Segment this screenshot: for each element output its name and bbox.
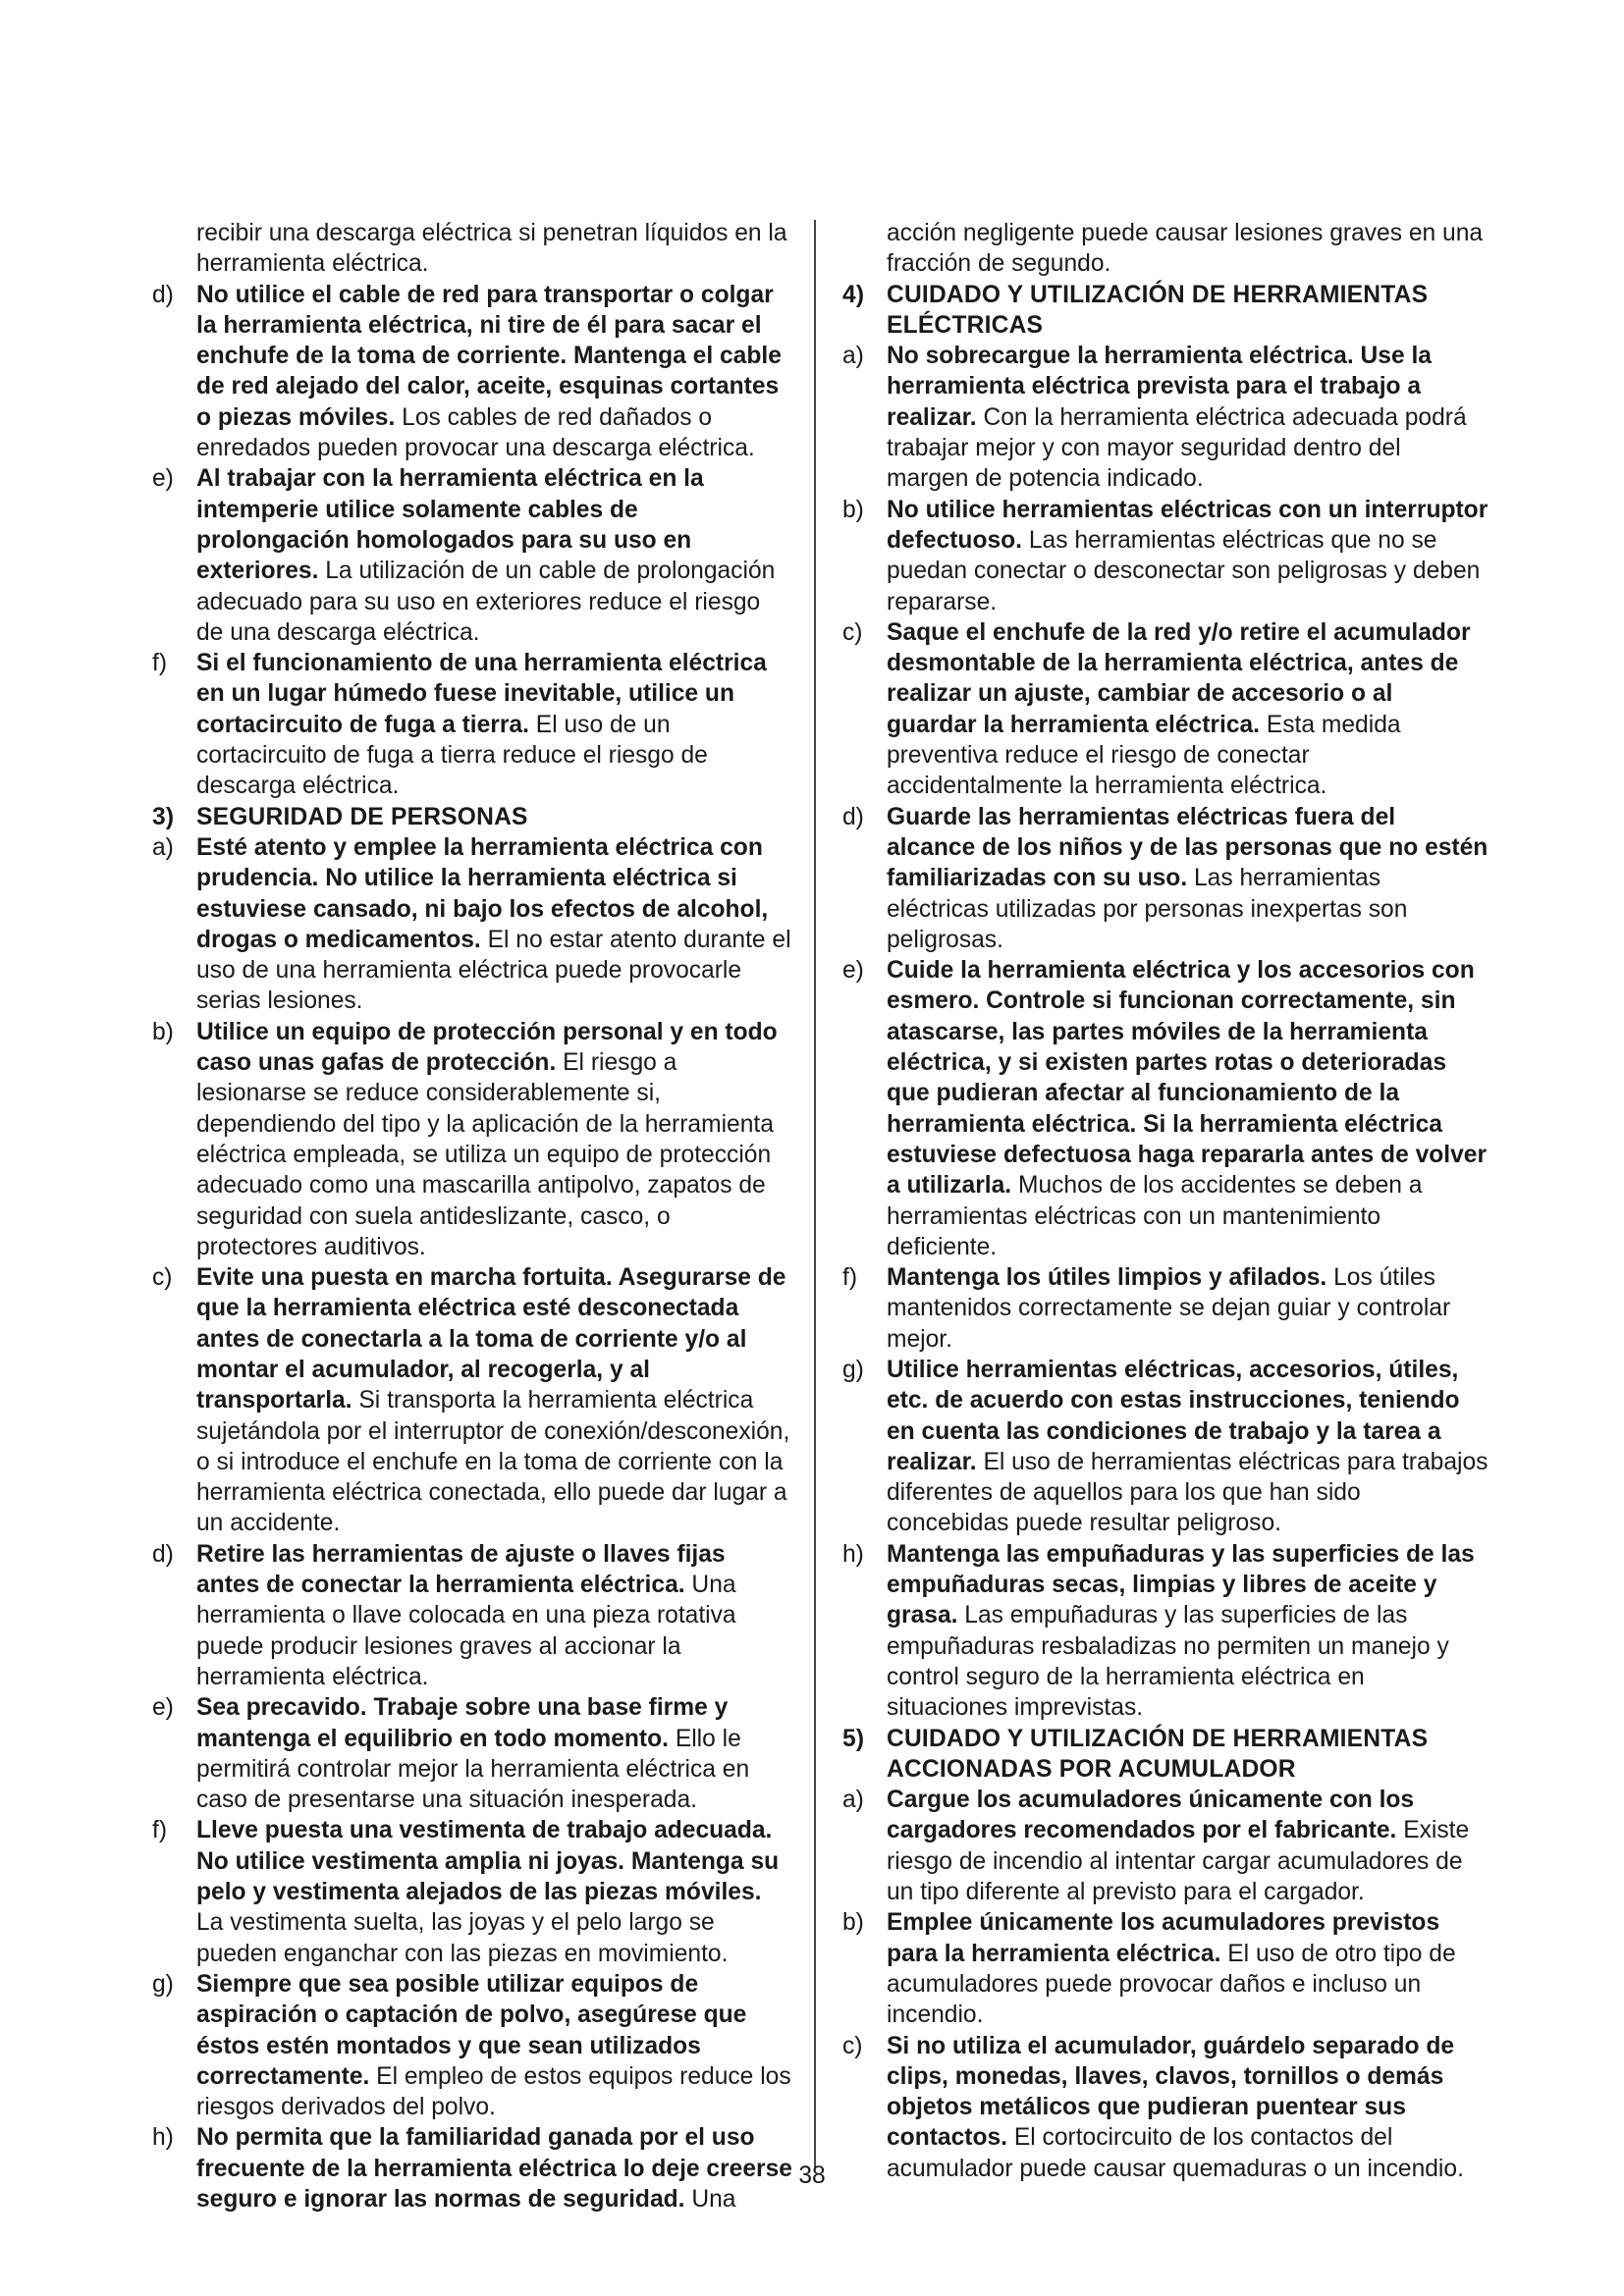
item-text: Las herramientas eléctricas que no se puedan conectar o desconectar son peligrosas y deben repararse. (887, 526, 1481, 615)
item-bold-text: Siempre que sea posible utilizar equipos de aspiración o captación de polvo, asegúrese que éstos estén montados y que sean utilizados correctamente. (196, 1970, 747, 2090)
item-label: 3) (152, 803, 175, 830)
list-item (145, 1815, 793, 1968)
left-column (145, 218, 793, 2215)
right-column (836, 218, 1489, 2184)
item-text: El no estar atento durante el uso de una herramienta eléctrica puede provocarle serias lesiones. (196, 926, 791, 1015)
item-label: d) (152, 281, 174, 308)
item-label: c) (842, 2032, 863, 2059)
item-label: e) (152, 465, 174, 493)
item-text: Si transporta la herramienta eléctrica sujetándola por el interruptor de conexión/desconexión, o si introduce el enchufe en la toma de corriente con la herramienta eléctrica conectada, ello puede dar lugar a un accidente. (196, 1387, 790, 1537)
list-item (145, 1539, 793, 1692)
list-item (145, 463, 793, 648)
list-item (836, 1539, 1489, 1724)
item-text: El uso de herramientas eléctricas para trabajos diferentes de aquellos para los que han sido concebidas puede resultar peligroso. (887, 1448, 1489, 1537)
item-bold-text: No utilice el cable de red para transportar o colgar la herramienta eléctrica, ni tire de él para sacar el enchufe de la toma de corriente. Mantenga el cable de red alejado del calor, aceite, esquinas cortantes o piezas móviles. (196, 281, 782, 431)
item-bold-text: Utilice herramientas eléctricas, accesorios, útiles, etc. de acuerdo con estas instrucciones, teniendo en cuenta las condiciones de trabajo y la tarea a realizar. (887, 1356, 1460, 1475)
item-label: b) (842, 496, 864, 523)
list-item (836, 802, 1489, 955)
item-text: acción negligente puede causar lesiones graves en una fracción de segundo. (887, 220, 1484, 278)
item-label: a) (842, 343, 864, 370)
item-bold-text: Saque el enchufe de la red y/o retire el acumulador desmontable de la herramienta eléctrica, antes de realizar un ajuste, cambiar de accesorio o al guardar la herramienta eléctrica. (887, 618, 1471, 738)
item-bold-text: Si no utiliza el acumulador, guárdelo separado de clips, monedas, llaves, clavos, tornillos o demás objetos metálicos que pudieran puentear sus contactos. (887, 2032, 1455, 2152)
list-item (836, 1907, 1489, 2030)
item-text: Muchos de los accidentes se deben a herramientas eléctricas con un mantenimiento deficiente. (887, 1172, 1423, 1260)
list-item (836, 955, 1489, 1262)
item-text: Los útiles mantenidos correctamente se dejan guiar y controlar mejor. (887, 1264, 1451, 1353)
item-bold-text: Utilice un equipo de protección personal y en todo caso unas gafas de protección. (196, 1018, 778, 1077)
item-bold-text: No sobrecargue la herramienta eléctrica. Use la herramienta eléctrica prevista para el trabajo a realizar. (887, 343, 1432, 431)
item-label: g) (152, 1970, 174, 1998)
list-item (836, 495, 1489, 617)
item-bold-text: CUIDADO Y UTILIZACIÓN DE HERRAMIENTAS ACCIONADAS POR ACUMULADOR (887, 1725, 1429, 1783)
list-item (836, 617, 1489, 802)
list-item (836, 1262, 1489, 1355)
item-label: d) (842, 803, 864, 830)
item-bold-text: Cuide la herramienta eléctrica y los accesorios con esmero. Controle si funcionan correctamente, sin atascarse, las partes móviles de la herramienta eléctrica, y si existen partes rotas o deterioradas que pudieran afectar al funcionamiento de la herramienta eléctrica. Si la herramienta eléctrica estuviese defectuosa haga repararla antes de volver a utilizarla. (887, 957, 1488, 1200)
item-label: b) (152, 1018, 174, 1045)
item-text: El uso de un cortacircuito de fuga a tierra reduce el riesgo de descarga eléctrica. (196, 711, 708, 800)
item-text: Las herramientas eléctricas utilizadas por personas inexpertas son peligrosas. (887, 865, 1408, 953)
item-label: f) (152, 650, 168, 677)
item-bold-text: Mantenga los útiles limpios y afilados. (887, 1264, 1327, 1292)
item-bold-text: CUIDADO Y UTILIZACIÓN DE HERRAMIENTAS ELÉCTRICAS (887, 281, 1429, 339)
item-label: c) (152, 1264, 173, 1292)
item-bold-text: Esté atento y emplee la herramienta eléctrica con prudencia. No utilice la herramienta eléctrica si estuviese cansado, ni bajo los efectos de alcohol, drogas o medicamentos. (196, 833, 769, 953)
item-bold-text: Al trabajar con la herramienta eléctrica en la intemperie utilice solamente cables de prolongación homologados para su uso en exteriores. (196, 465, 704, 585)
list-item (145, 1262, 793, 1539)
list-item (145, 832, 793, 1017)
list-item (145, 280, 793, 464)
item-text: Con la herramienta eléctrica adecuada podrá trabajar mejor y con mayor seguridad dentro del margen de potencia indicado. (887, 403, 1467, 493)
list-item (145, 1969, 793, 2122)
item-text: El cortocircuito de los contactos del acumulador puede causar quemaduras o un incendio. (887, 2124, 1464, 2182)
list-item (145, 218, 793, 280)
item-bold-text: No utilice herramientas eléctricas con un interruptor defectuoso. (887, 496, 1489, 554)
column-divider (814, 220, 816, 2168)
item-label: a) (152, 833, 174, 861)
list-item (836, 341, 1489, 494)
item-bold-text: Mantenga las empuñaduras y las superficies de las empuñaduras secas, limpias y libres de aceite y grasa. (887, 1540, 1475, 1629)
item-label: b) (842, 1909, 864, 1937)
item-text: La utilización de un cable de prolongación adecuado para su uso en exteriores reduce el riesgo de una descarga eléctrica. (196, 558, 776, 646)
list-item (145, 648, 793, 801)
item-bold-text: Cargue los acumuladores únicamente con los cargadores recomendados por el fabricante. (887, 1787, 1415, 1844)
item-text: Una herramienta o llave colocada en una pieza rotativa puede producir lesiones graves al accionar la herramienta eléctrica. (196, 1572, 736, 1690)
item-label: f) (152, 1817, 168, 1844)
item-bold-text: Lleve puesta una vestimenta de trabajo adecuada. No utilice vestimenta amplia ni joyas. Mantenga su pelo y vestimenta alejados de las piezas móviles. (196, 1817, 780, 1906)
item-text: La vestimenta suelta, las joyas y el pelo largo se pueden enganchar con las piezas en movimiento. (196, 1909, 729, 1967)
item-label: d) (152, 1540, 174, 1568)
item-label: e) (842, 957, 864, 985)
item-label: c) (842, 618, 863, 646)
list-item (145, 1017, 793, 1262)
item-bold-text: No permita que la familiaridad ganada por el uso frecuente de la herramienta eléctrica lo deje creerse seguro e ignorar las normas de seguridad. (196, 2124, 792, 2213)
item-text: El riesgo a lesionarse se reduce considerablemente si, dependiendo del tipo y la aplicación de la herramienta eléctrica empleada, se utiliza un equipo de protección adecuado como una mascarilla antipolvo, zapatos de seguridad con suela antideslizante, casco, o protectores auditivos. (196, 1049, 774, 1260)
item-text: Esta medida preventiva reduce el riesgo de conectar accidentalmente la herramienta eléctrica. (887, 711, 1401, 800)
page-number: 38 (798, 2163, 826, 2189)
item-bold-text: SEGURIDAD DE PERSONAS (196, 803, 528, 830)
item-text: Una (684, 2186, 736, 2213)
item-bold-text: Emplee únicamente los acumuladores previstos para la herramienta eléctrica. (887, 1909, 1440, 1967)
item-bold-text: Evite una puesta en marcha fortuita. Asegurarse de que la herramienta eléctrica esté desconectada antes de conectarla a la toma de corriente y/o al montar el acumulador, al recogerla, y al transportarla. (196, 1264, 786, 1415)
item-text: Los cables de red dañados o enredados pueden provocar una descarga eléctrica. (196, 403, 755, 462)
item-label: e) (152, 1694, 174, 1722)
item-text: Existe riesgo de incendio al intentar cargar acumuladores de un tipo diferente al previsto para el cargador. (887, 1817, 1470, 1906)
list-item (836, 2031, 1489, 2184)
item-text: El empleo de estos equipos reduce los riesgos derivados del polvo. (196, 2062, 791, 2121)
item-label: h) (842, 1540, 864, 1568)
item-text: Ello le permitirá controlar mejor la herramienta eléctrica en caso de presentarse una situación inesperada. (196, 1725, 750, 1814)
item-text: El uso de otro tipo de acumuladores puede provocar daños e incluso un incendio. (887, 1940, 1456, 2029)
list-item (836, 1785, 1489, 1907)
list-item (145, 1692, 793, 1815)
item-text: recibir una descarga eléctrica si penetran líquidos en la herramienta eléctrica. (196, 220, 787, 278)
item-label: a) (842, 1787, 864, 1814)
section-heading (836, 280, 1489, 342)
item-label: g) (842, 1356, 864, 1383)
list-item (836, 1355, 1489, 1539)
list-item (836, 218, 1489, 280)
section-heading (836, 1724, 1489, 1786)
item-bold-text: Retire las herramientas de ajuste o llaves fijas antes de conectar la herramienta eléctrica. (196, 1540, 726, 1599)
item-text: Las empuñaduras y las superficies de las empuñaduras resbaladizas no permiten un manejo y control seguro de la herramienta eléctrica en situaciones imprevistas. (887, 1602, 1449, 1722)
item-bold-text: Sea precavido. Trabaje sobre una base firme y mantenga el equilibrio en todo momento. (196, 1694, 729, 1752)
section-heading (145, 802, 793, 832)
item-label: f) (842, 1264, 858, 1292)
item-label: 4) (842, 281, 865, 308)
item-bold-text: Si el funcionamiento de una herramienta eléctrica en un lugar húmedo fuese inevitable, utilice un cortacircuito de fuga a tierra. (196, 650, 767, 738)
item-label: h) (152, 2124, 174, 2152)
item-label: 5) (842, 1725, 865, 1752)
item-bold-text: Guarde las herramientas eléctricas fuera del alcance de los niños y de las personas que no estén familiarizadas con su uso. (887, 803, 1489, 892)
